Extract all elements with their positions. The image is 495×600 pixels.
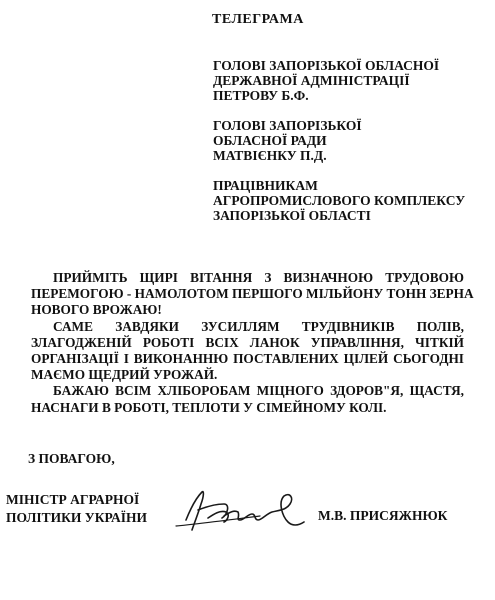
closing-regards: З ПОВАГОЮ,: [28, 451, 115, 466]
recipient-line: МАТВІЄНКУ П.Д.: [213, 148, 327, 163]
body-line: ЗЛАГОДЖЕНІЙ РОБОТІ ВСІХ ЛАНОК УПРАВЛІННЯ, ЧІТКІЙ: [31, 334, 464, 350]
recipient-regional-administration: [213, 58, 439, 103]
position-line: МІНІСТР АГРАРНОЇ: [6, 492, 140, 507]
paragraph-congratulation: [31, 270, 474, 319]
body-line: ПЕРЕМОГОЮ - НАМОЛОТОМ ПЕРШОГО МІЛЬЙОНУ ТОНН ЗЕРНА: [31, 286, 474, 302]
recipient-line: ГОЛОВІ ЗАПОРІЗЬКОЇ ОБЛАСНОЇ: [213, 58, 440, 73]
paragraph-thanks: [31, 319, 464, 384]
body-line: ОРГАНІЗАЦІЇ І ВИКОНАННЮ ПОСТАВЛЕНИХ ЦІЛЕЙ СЬОГОДНІ: [31, 351, 464, 367]
recipient-regional-council: [213, 118, 362, 163]
recipient-agro-workers: [213, 178, 465, 223]
recipient-line: ПРАЦІВНИКАМ: [213, 178, 318, 193]
body-line: НАСНАГИ В РОБОТІ, ТЕПЛОТИ У СІМЕЙНОМУ КОЛІ.: [31, 399, 387, 415]
body-line: САМЕ ЗАВДЯКИ ЗУСИЛЛЯМ ТРУДІВНИКІВ ПОЛІВ,: [53, 318, 464, 334]
body-line: ПРИЙМІТЬ ЩИРІ ВІТАННЯ З ВИЗНАЧНОЮ ТРУДОВОЮ: [53, 270, 464, 285]
recipient-line: ДЕРЖАВНОЇ АДМІНІСТРАЦІЇ: [213, 73, 410, 88]
signatory-position: [6, 491, 147, 527]
document-title: ТЕЛЕГРАМА: [212, 12, 304, 27]
message-body: [31, 270, 474, 416]
signatory-name: М.В. ПРИСЯЖНЮК: [318, 508, 448, 523]
body-line: МАЄМО ЩЕДРИЙ УРОЖАЙ.: [31, 367, 218, 383]
recipient-line: ГОЛОВІ ЗАПОРІЗЬКОЇ: [213, 118, 362, 133]
recipient-line: ОБЛАСНОЇ РАДИ: [213, 133, 327, 148]
recipient-line: ПЕТРОВУ Б.Ф.: [213, 88, 309, 103]
paragraph-wishes: [31, 383, 464, 415]
handwritten-signature: [168, 470, 318, 540]
recipient-line: ЗАПОРІЗЬКОЇ ОБЛАСТІ: [213, 208, 371, 223]
position-line: ПОЛІТИКИ УКРАЇНИ: [6, 510, 148, 525]
recipient-line: АГРОПРОМИСЛОВОГО КОМПЛЕКСУ: [213, 193, 466, 208]
body-line: НОВОГО ВРОЖАЮ!: [31, 302, 162, 318]
body-line: БАЖАЮ ВСІМ ХЛІБОРОБАМ МІЦНОГО ЗДОРОВ"Я, ЩАСТЯ,: [53, 383, 464, 399]
